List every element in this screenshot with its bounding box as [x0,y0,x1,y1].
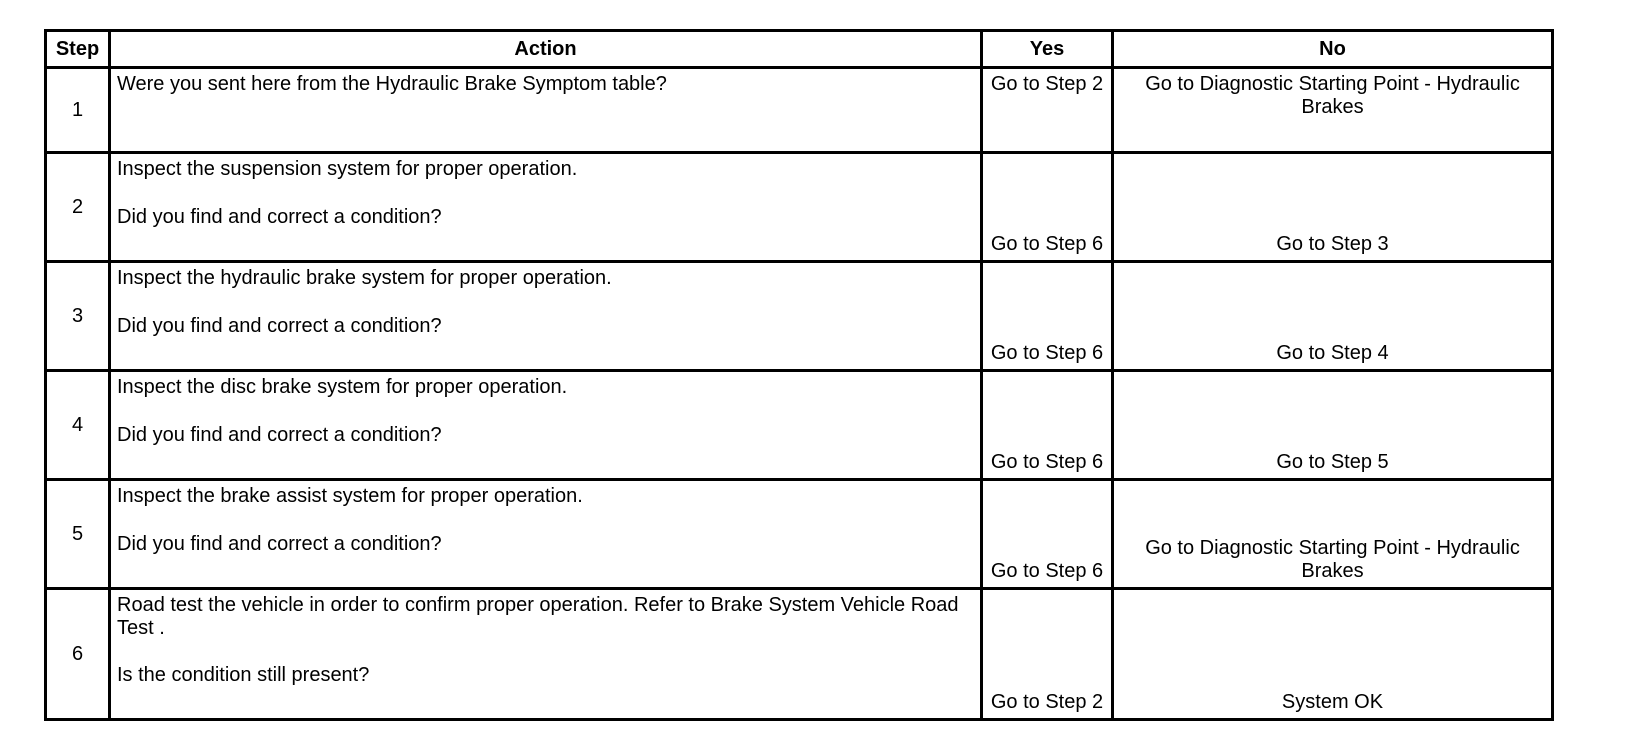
yes-line-2: Step 6 [1045,451,1104,473]
step-number: 6 [46,589,110,720]
action-cell [110,480,982,589]
yes-cell [982,589,1113,720]
step-number: 4 [46,371,110,480]
yes-line-2: Step 6 [1045,342,1104,364]
yes-line-1: Go to [990,73,1040,95]
yes-cell [982,68,1113,153]
no-cell [1113,589,1553,720]
no-cell [1113,371,1553,480]
yes-cell [982,371,1113,480]
yes-line-2: Step 6 [1045,233,1104,255]
yes-line-2: Step 2 [1045,73,1104,95]
header-no: No [1113,31,1553,68]
action-text: Were you sent here from the Hydraulic Brake Symptom table? [117,73,667,95]
yes-line-2: Step 2 [1045,691,1104,713]
header-yes: Yes [982,31,1113,68]
action-instruction: Inspect the hydraulic brake system for proper operation. [117,267,612,289]
no-cell [1113,262,1553,371]
yes-cell [982,262,1113,371]
no-line-2: Hydraulic Brakes [1301,73,1520,118]
action-cell [110,153,982,262]
no-line-2: Go to Step 5 [1276,451,1389,473]
table-row [46,480,1553,589]
action-instruction: Road test the vehicle in order to confirm proper operation. Refer to Brake System Vehicle Road Test . [117,594,959,639]
table-row [46,68,1553,153]
no-cell [1113,153,1553,262]
header-step: Step [46,31,110,68]
no-line-2: Go to Step 3 [1276,233,1389,255]
action-question: Did you find and correct a condition? [117,315,442,337]
yes-line-1: Go to [990,691,1040,713]
table-row [46,262,1553,371]
no-line-1: Go to Diagnostic Starting Point - [1145,73,1431,95]
table-row [46,589,1553,720]
yes-line-1: Go to [990,560,1040,582]
yes-cell [982,480,1113,589]
step-number: 2 [46,153,110,262]
no-line-2: System OK [1281,691,1384,713]
yes-line-1: Go to [990,342,1040,364]
action-cell [110,68,982,153]
yes-line-1: Go to [990,233,1040,255]
action-question: Did you find and correct a condition? [117,533,442,555]
yes-line-1: Go to [990,451,1040,473]
action-instruction: Inspect the disc brake system for proper operation. [117,376,568,398]
no-line-2: Hydraulic Brakes [1301,537,1520,582]
action-instruction: Inspect the suspension system for proper operation. [117,158,578,180]
yes-line-2: Step 6 [1045,560,1104,582]
action-cell [110,371,982,480]
action-question: Did you find and correct a condition? [117,206,442,228]
action-instruction: Inspect the brake assist system for proper operation. [117,485,583,507]
action-question: Is the condition still present? [117,664,370,686]
action-cell [110,589,982,720]
no-line-1: Go to Diagnostic Starting Point - [1145,537,1431,559]
no-line-2: Go to Step 4 [1276,342,1389,364]
yes-cell [982,153,1113,262]
table-row [46,153,1553,262]
no-cell [1113,68,1553,153]
header-action: Action [110,31,982,68]
table-header-row [46,31,1553,68]
action-question: Did you find and correct a condition? [117,424,442,446]
action-cell [110,262,982,371]
step-number: 5 [46,480,110,589]
step-number: 3 [46,262,110,371]
step-number: 1 [46,68,110,153]
no-cell [1113,480,1553,589]
table-row [46,371,1553,480]
diagnostic-table [44,29,1554,721]
